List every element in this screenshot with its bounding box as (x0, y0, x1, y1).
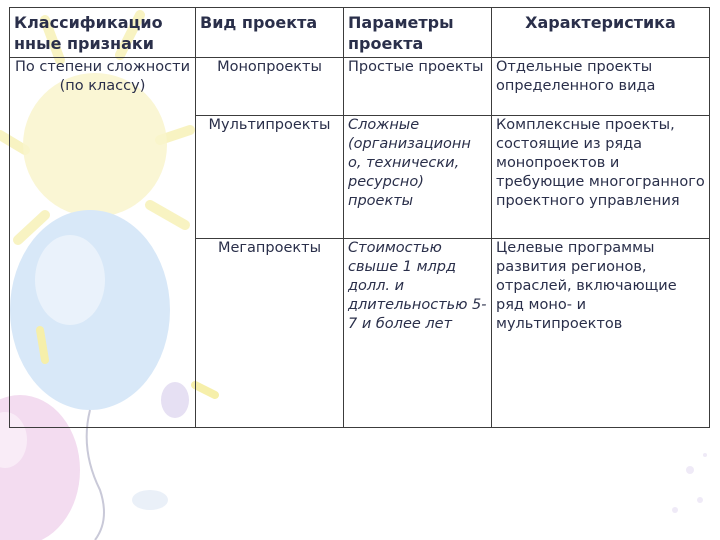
header-classification-features: Классификацио нные признаки (10, 8, 196, 58)
project-type-cell: Мегапроекты (196, 239, 344, 428)
project-params-cell: Простые проекты (344, 58, 492, 116)
project-classification-table (9, 7, 710, 428)
project-characteristic-cell: Отдельные проекты определенного вида (492, 58, 710, 116)
header-project-type: Вид проекта (196, 8, 344, 58)
header-project-parameters: Параметры проекта (344, 8, 492, 58)
category-cell: По степени сложности (по классу) (10, 58, 196, 428)
project-params-cell: Сложные (организационн о, технически, ресурсно) проекты (344, 116, 492, 239)
table-row (10, 58, 710, 116)
header-characteristic: Характеристика (492, 8, 710, 58)
project-params-cell: Стоимостью свыше 1 млрд долл. и длительностью 5-7 и более лет (344, 239, 492, 428)
project-type-cell: Мультипроекты (196, 116, 344, 239)
confetti-decoration (672, 453, 707, 513)
table-header-row (10, 8, 710, 58)
project-characteristic-cell: Комплексные проекты, состоящие из ряда монопроектов и требующие многогранного проектного управления (492, 116, 710, 239)
balloon-small-decoration-2 (132, 490, 168, 510)
project-characteristic-cell: Целевые программы развития регионов, отраслей, включающие ряд моно- и мультипроектов (492, 239, 710, 428)
project-type-cell: Монопроекты (196, 58, 344, 116)
